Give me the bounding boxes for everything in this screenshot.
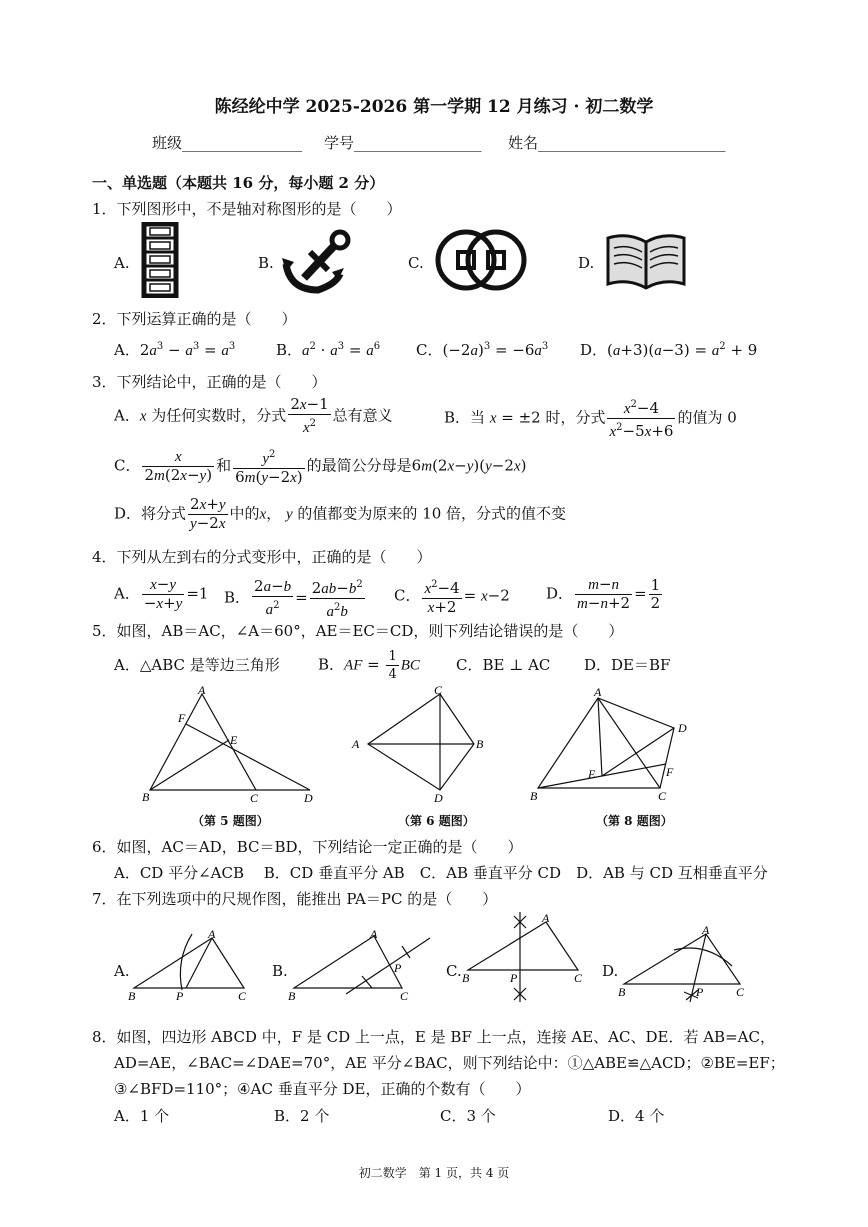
svg-text:B: B <box>530 789 538 803</box>
svg-text:C: C <box>238 989 247 1003</box>
q5-option-b: B．AF = $\frac{1}{4}$ BC <box>318 649 420 682</box>
q7-option-c-diagram <box>458 908 588 1004</box>
q1-option-b-label: B. <box>258 254 274 272</box>
q8-option-d: D．4 个 <box>608 1107 665 1125</box>
svg-text:E: E <box>588 767 596 781</box>
q2-option-d: D．$(a+3)(a-3) = a^2 + 9$ <box>580 341 758 359</box>
question-3-stem: 3．下列结论中，正确的是（ ） <box>92 373 327 391</box>
question-7-stem: 7．在下列选项中的尺规作图，能推出 PA＝PC 的是（ ） <box>92 890 498 908</box>
q2-option-c: C．$(-2a)^3 = -6a^3$ <box>416 341 549 359</box>
coins-icon <box>434 228 530 292</box>
question-8-line2: AD=AE，∠BAC=∠DAE=70°，AE 平分∠BAC，则下列结论中：①△ABE≌△ACD；②BE=EF； <box>114 1054 785 1072</box>
q3-option-b: B．当 x = ±2 时，分式 $\frac{x^2-4}{x^2-5x+6}$ 的值为 0 <box>444 396 737 441</box>
name-field[interactable]: 姓名_________________________ <box>508 134 726 152</box>
q1-option-a-label: A. <box>114 254 130 272</box>
q5-option-c: C．BE ⊥ AC <box>456 656 551 674</box>
q3-option-d: D．将分式 $\frac{2x+y}{y-2x}$ 中的x， y 的值都变为原来的 10 倍，分式的值不变 <box>114 495 567 532</box>
svg-text:P: P <box>176 989 184 1003</box>
q6-options: A．CD 平分∠ACB B．CD 垂直平分 AB C．AB 垂直平分 CD D．AB 与 CD 互相垂直平分 <box>114 864 768 882</box>
svg-text:D: D <box>304 791 313 805</box>
q4-option-c: C． $\frac{x^2-4}{x+2}$ = x−2 <box>394 576 510 617</box>
svg-text:C: C <box>250 791 259 805</box>
figure-8-diagram <box>528 686 698 806</box>
svg-text:F: F <box>178 711 186 725</box>
q1-option-c-label: C. <box>408 254 424 272</box>
question-4-stem: 4．下列从左到右的分式变形中，正确的是（ ） <box>92 548 432 566</box>
q7-option-b-diagram <box>284 916 434 1004</box>
svg-text:A: A <box>208 927 216 941</box>
svg-text:A: A <box>542 911 550 925</box>
figure-6-diagram <box>348 686 498 802</box>
svg-text:D: D <box>678 721 687 735</box>
q3-option-a: A．x 为任何实数时，分式 $\frac{2x-1}{x^2}$ 总有意义 <box>114 395 393 436</box>
figure-5-caption: （第 5 题图） <box>192 814 269 828</box>
svg-text:C: C <box>574 971 583 985</box>
q3-option-c: C． $\frac{x}{2m(2x-y)}$ 和 $\frac{y^2}{6m(y-2x)}$ 的最简公分母是6m(2x−y)(y−2x) <box>114 446 526 487</box>
figure-5-diagram <box>140 686 320 806</box>
question-8-line3: ③∠BFD=110°；④AC 垂直平分 DE，正确的个数有（ ） <box>114 1080 531 1098</box>
svg-text:E: E <box>230 733 238 747</box>
figure-8-caption: （第 8 题图） <box>596 814 673 828</box>
question-1-stem: 1．下列图形中，不是轴对称图形的是（ ） <box>92 200 402 218</box>
q5-option-a: A．△ABC 是等边三角形 <box>114 656 280 674</box>
svg-text:A: A <box>198 686 206 697</box>
q2-option-b: B．$a^2 \cdot a^3 = a^6$ <box>276 341 381 359</box>
page-title: 陈经纶中学 2025-2026 第一学期 12 月练习 · 初二数学 <box>214 97 654 117</box>
svg-text:A: A <box>370 927 378 941</box>
book-icon <box>604 228 688 292</box>
question-5-stem: 5．如图，AB＝AC，∠A＝60°，AE＝EC＝CD，则下列结论错误的是（ ） <box>92 622 624 640</box>
svg-text:P: P <box>510 971 518 985</box>
q4-option-d: D． $\frac{m-n}{m-n+2}$ = $\frac{1}{2}$ <box>546 575 661 612</box>
q7-option-b-label: B. <box>272 962 288 980</box>
svg-text:P: P <box>394 961 402 975</box>
svg-text:A: A <box>352 737 360 751</box>
svg-text:B: B <box>142 790 150 804</box>
figure-6-caption: （第 6 题图） <box>398 814 475 828</box>
svg-text:D: D <box>434 791 443 802</box>
svg-text:B: B <box>618 985 626 999</box>
svg-text:A: A <box>594 686 602 699</box>
anchor-icon <box>282 228 352 296</box>
student-id-field[interactable]: 学号_________________ <box>324 134 482 152</box>
svg-text:C: C <box>434 686 443 697</box>
q7-option-c-label: C. <box>446 962 462 980</box>
svg-text:B: B <box>288 989 296 1003</box>
ladder-icon <box>140 222 180 298</box>
page-footer: 初二数学 第 1 页，共 4 页 <box>358 1166 510 1180</box>
q8-option-b: B．2 个 <box>274 1107 330 1125</box>
svg-text:B: B <box>128 989 136 1003</box>
class-field[interactable]: 班级________________ <box>152 134 303 152</box>
svg-text:C: C <box>658 789 667 803</box>
q8-option-a: A．1 个 <box>114 1107 170 1125</box>
section-heading: 一、单选题（本题共 16 分，每小题 2 分） <box>92 174 385 192</box>
svg-text:P: P <box>696 985 704 999</box>
q4-option-b: B． $\frac{2a-b}{a^2}$ = $\frac{2ab-b^2}{a^2b}$ <box>224 577 363 620</box>
svg-text:C: C <box>736 985 745 999</box>
question-2-stem: 2．下列运算正确的是（ ） <box>92 310 297 328</box>
q4-option-a: A． $\frac{x-y}{-x+y}$ =1 <box>114 575 209 612</box>
q7-option-a-diagram <box>124 924 254 1004</box>
q1-option-d-label: D. <box>578 254 595 272</box>
q8-option-c: C．3 个 <box>440 1107 496 1125</box>
svg-text:B: B <box>476 737 484 751</box>
svg-text:A: A <box>702 923 710 937</box>
question-8-line1: 8．如图，四边形 ABCD 中，F 是 CD 上一点，E 是 BF 上一点，连接 AE、AC、DE．若 AB=AC， <box>92 1028 775 1046</box>
q7-option-d-diagram <box>614 922 754 1008</box>
q7-option-d-label: D. <box>602 962 619 980</box>
question-6-stem: 6．如图，AC＝AD，BC＝BD，下列结论一定正确的是（ ） <box>92 838 523 856</box>
svg-text:F: F <box>666 765 674 779</box>
q2-option-a: A．$2a^3 - a^3 = a^3$ <box>114 341 236 359</box>
svg-text:C: C <box>400 989 409 1003</box>
svg-text:B: B <box>462 971 470 985</box>
q7-option-a-label: A. <box>114 962 130 980</box>
q5-option-d: D．DE＝BF <box>584 656 671 674</box>
